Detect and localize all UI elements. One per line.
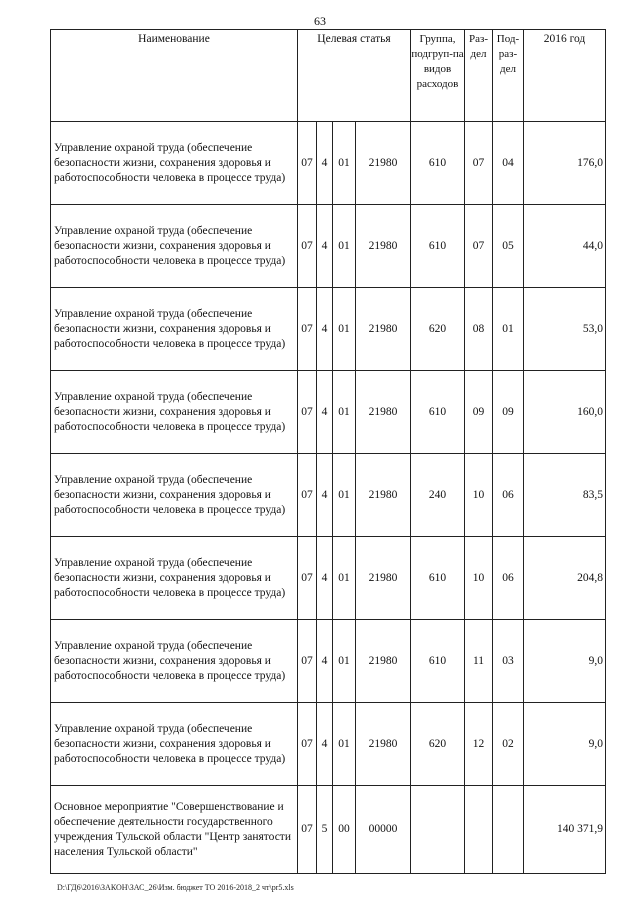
header-section: Раз-дел: [465, 30, 493, 122]
cell-section: 07: [465, 205, 493, 288]
cell-subsection: 03: [493, 620, 524, 703]
header-year: 2016 год: [524, 30, 606, 122]
cell-name: Управление охраной труда (обеспечение безопасности жизни, сохранения здоровья и работоспособности человека в процессе труда): [51, 122, 298, 205]
cell-target-direction: 21980: [356, 371, 411, 454]
cell-target-subprogram: 4: [317, 454, 333, 537]
cell-subsection: 05: [493, 205, 524, 288]
cell-subsection: 06: [493, 454, 524, 537]
page-number: 63: [314, 14, 326, 28]
header-target-article: Целевая статья: [298, 30, 411, 122]
table-body: [51, 122, 606, 874]
cell-amount: 9,0: [524, 620, 606, 703]
cell-subsection: 01: [493, 288, 524, 371]
file-path-footer: D:\ГД6\2016\ЗАКОН\ЗАС_26\Изм. бюджет ТО 2016-2018_2 чт\pr5.xls: [57, 883, 294, 892]
cell-expense-group: 240: [411, 454, 465, 537]
cell-subsection: [493, 786, 524, 874]
cell-target-measure: 01: [333, 703, 356, 786]
cell-target-direction: 21980: [356, 620, 411, 703]
cell-name: Управление охраной труда (обеспечение безопасности жизни, сохранения здоровья и работоспособности человека в процессе труда): [51, 288, 298, 371]
cell-name: Управление охраной труда (обеспечение безопасности жизни, сохранения здоровья и работоспособности человека в процессе труда): [51, 371, 298, 454]
cell-expense-group: [411, 786, 465, 874]
cell-target-measure: 01: [333, 620, 356, 703]
cell-subsection: 06: [493, 537, 524, 620]
cell-name: Основное мероприятие "Совершенствование и обеспечение деятельности государственного учреждения Тульской области "Центр занятости населения Тульской области": [51, 786, 298, 874]
cell-target-program: 07: [298, 288, 317, 371]
cell-name: Управление охраной труда (обеспечение безопасности жизни, сохранения здоровья и работоспособности человека в процессе труда): [51, 620, 298, 703]
cell-expense-group: 620: [411, 703, 465, 786]
cell-target-subprogram: 4: [317, 371, 333, 454]
table-row: [51, 122, 606, 205]
cell-target-subprogram: 4: [317, 288, 333, 371]
cell-target-measure: 01: [333, 454, 356, 537]
cell-target-program: 07: [298, 454, 317, 537]
budget-table: [50, 29, 606, 874]
cell-expense-group: 610: [411, 620, 465, 703]
table-row: [51, 371, 606, 454]
table-row: [51, 786, 606, 874]
cell-amount: 44,0: [524, 205, 606, 288]
cell-section: 10: [465, 454, 493, 537]
cell-target-program: 07: [298, 371, 317, 454]
cell-target-direction: 21980: [356, 288, 411, 371]
cell-target-subprogram: 5: [317, 786, 333, 874]
cell-target-program: 07: [298, 786, 317, 874]
cell-name: Управление охраной труда (обеспечение безопасности жизни, сохранения здоровья и работоспособности человека в процессе труда): [51, 205, 298, 288]
cell-target-direction: 00000: [356, 786, 411, 874]
cell-amount: 53,0: [524, 288, 606, 371]
cell-target-measure: 01: [333, 205, 356, 288]
cell-target-direction: 21980: [356, 454, 411, 537]
header-name: Наименование: [51, 30, 298, 122]
table-row: [51, 288, 606, 371]
cell-expense-group: 610: [411, 122, 465, 205]
table-row: [51, 454, 606, 537]
cell-amount: 83,5: [524, 454, 606, 537]
cell-target-subprogram: 4: [317, 205, 333, 288]
cell-section: [465, 786, 493, 874]
table-row: [51, 620, 606, 703]
cell-amount: 176,0: [524, 122, 606, 205]
cell-target-subprogram: 4: [317, 703, 333, 786]
cell-target-program: 07: [298, 703, 317, 786]
cell-section: 08: [465, 288, 493, 371]
cell-amount: 9,0: [524, 703, 606, 786]
cell-target-measure: 01: [333, 288, 356, 371]
table-row: [51, 703, 606, 786]
cell-name: Управление охраной труда (обеспечение безопасности жизни, сохранения здоровья и работоспособности человека в процессе труда): [51, 454, 298, 537]
cell-expense-group: 610: [411, 205, 465, 288]
cell-target-program: 07: [298, 122, 317, 205]
cell-section: 11: [465, 620, 493, 703]
cell-expense-group: 620: [411, 288, 465, 371]
table-row: [51, 537, 606, 620]
cell-section: 07: [465, 122, 493, 205]
cell-section: 09: [465, 371, 493, 454]
cell-target-measure: 00: [333, 786, 356, 874]
cell-amount: 204,8: [524, 537, 606, 620]
cell-target-measure: 01: [333, 371, 356, 454]
cell-amount: 160,0: [524, 371, 606, 454]
header-subsection: Под-раз-дел: [493, 30, 524, 122]
cell-target-subprogram: 4: [317, 537, 333, 620]
cell-target-direction: 21980: [356, 537, 411, 620]
cell-amount: 140 371,9: [524, 786, 606, 874]
cell-target-direction: 21980: [356, 122, 411, 205]
cell-target-program: 07: [298, 205, 317, 288]
cell-subsection: 02: [493, 703, 524, 786]
cell-target-measure: 01: [333, 122, 356, 205]
cell-subsection: 09: [493, 371, 524, 454]
cell-section: 10: [465, 537, 493, 620]
cell-target-program: 07: [298, 620, 317, 703]
cell-expense-group: 610: [411, 371, 465, 454]
cell-section: 12: [465, 703, 493, 786]
cell-expense-group: 610: [411, 537, 465, 620]
cell-name: Управление охраной труда (обеспечение безопасности жизни, сохранения здоровья и работоспособности человека в процессе труда): [51, 537, 298, 620]
table-row: [51, 205, 606, 288]
header-expense-group: Группа, подгруп-па видов расходов: [411, 30, 465, 122]
cell-target-measure: 01: [333, 537, 356, 620]
cell-target-subprogram: 4: [317, 620, 333, 703]
cell-subsection: 04: [493, 122, 524, 205]
cell-target-direction: 21980: [356, 205, 411, 288]
cell-name: Управление охраной труда (обеспечение безопасности жизни, сохранения здоровья и работоспособности человека в процессе труда): [51, 703, 298, 786]
cell-target-subprogram: 4: [317, 122, 333, 205]
cell-target-program: 07: [298, 537, 317, 620]
table-header-row: [51, 30, 606, 122]
cell-target-direction: 21980: [356, 703, 411, 786]
